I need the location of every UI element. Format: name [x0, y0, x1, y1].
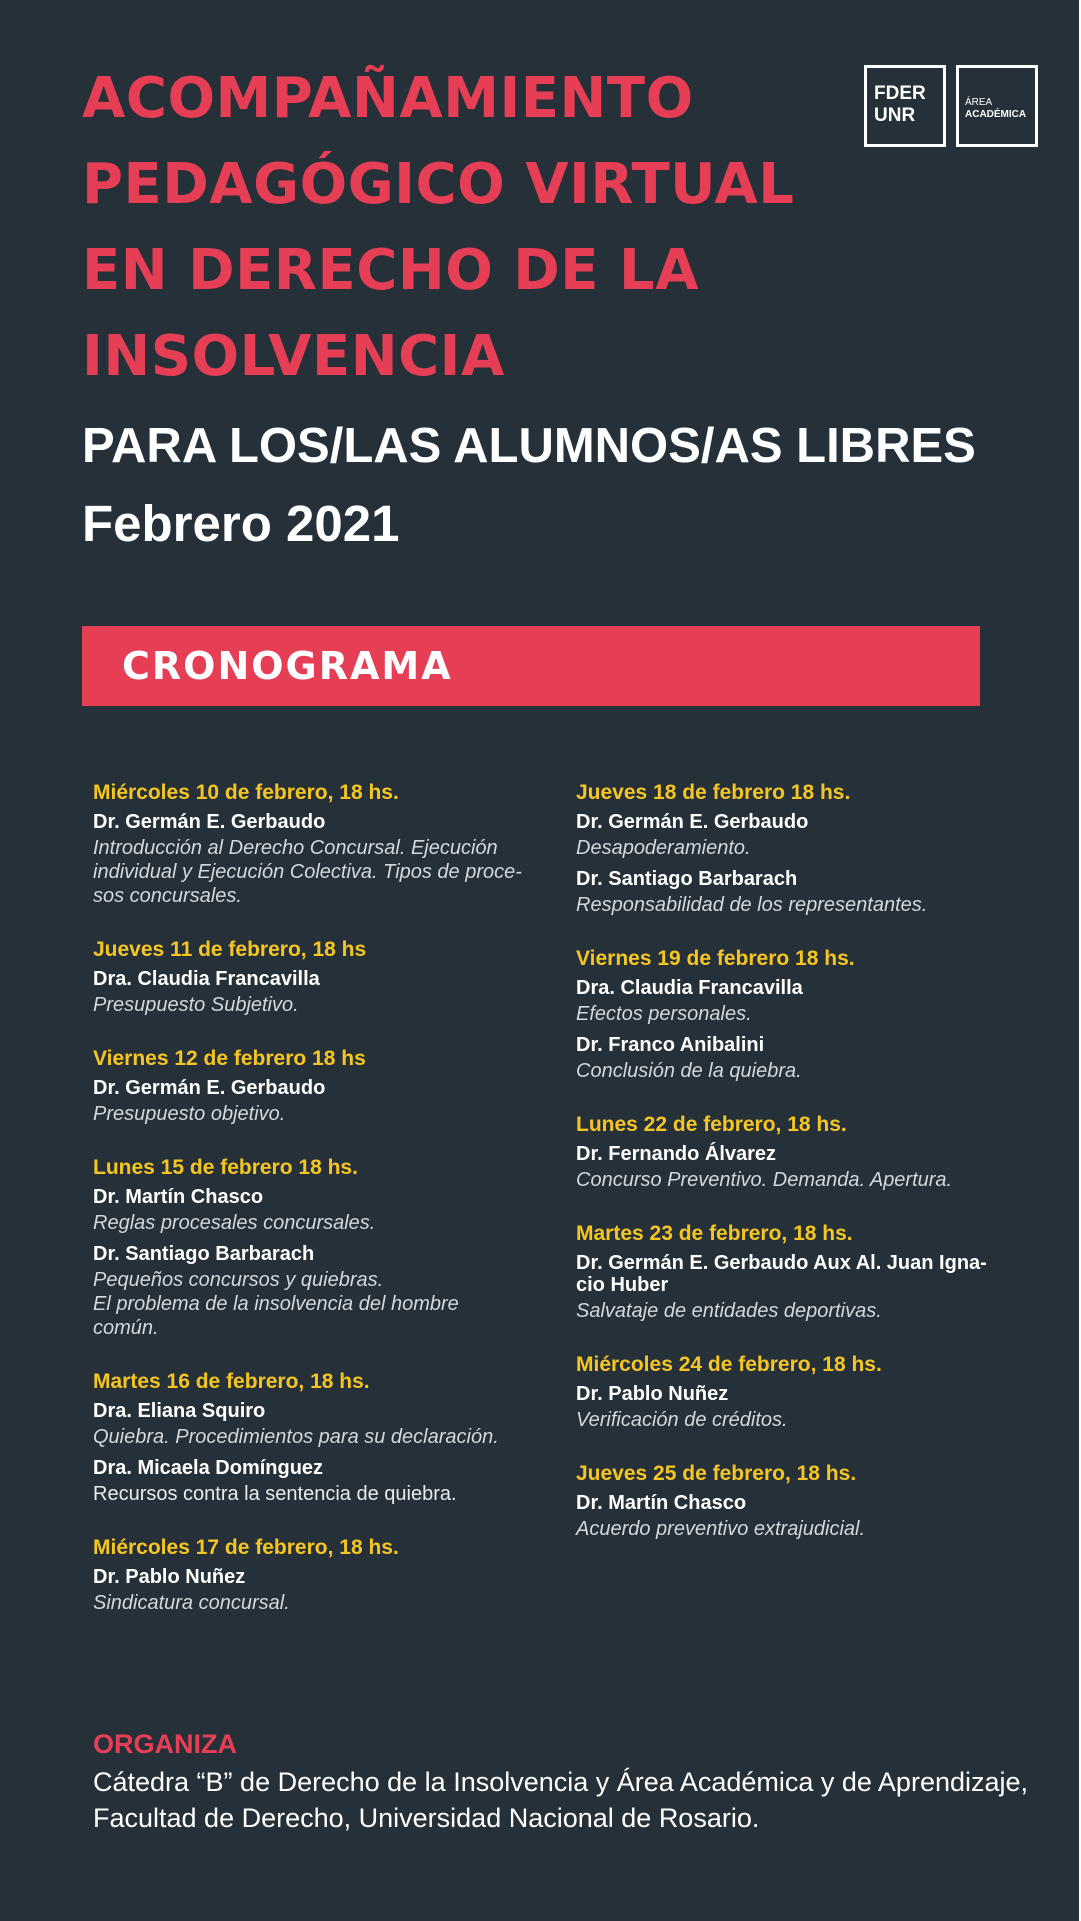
banner-label: CRONOGRAMA	[122, 644, 453, 688]
session-topic: Concurso Preventivo. Demanda. Apertura.	[576, 1169, 953, 1191]
session-speaker: Dr. Franco Anibalini	[576, 1034, 765, 1056]
schedule-session	[576, 944, 996, 1083]
session-topic: Responsabilidad de los representantes.	[576, 894, 928, 916]
schedule-session	[93, 1367, 553, 1506]
schedule-session	[576, 1110, 996, 1192]
session-speaker: Dr. Pablo Nuñez	[576, 1383, 729, 1405]
session-topic: Acuerdo preventivo extrajudicial.	[576, 1518, 866, 1540]
session-speaker: Dr. Germán E. Gerbaudo	[93, 1077, 326, 1099]
schedule-session	[93, 1044, 553, 1126]
area-academica-logo	[956, 65, 1038, 147]
session-speaker: Dr. Germán E. Gerbaudo Aux Al. Juan Igna- cio Huber	[576, 1252, 987, 1296]
session-date: Jueves 11 de febrero, 18 hs	[93, 938, 367, 961]
schedule-session	[576, 1459, 996, 1541]
logo-text: ÁREA	[965, 97, 993, 108]
main-title	[82, 56, 842, 400]
title-line: ACOMPAÑAMIENTO	[82, 66, 694, 131]
schedule-session	[93, 935, 553, 1017]
session-speaker: Dr. Germán E. Gerbaudo	[93, 811, 326, 833]
session-topic: Pequeños concursos y quiebras. El problema de la insolvencia del hombre común.	[93, 1269, 459, 1339]
month-label: Febrero 2021	[82, 495, 400, 552]
session-speaker: Dr. Fernando Álvarez	[576, 1143, 777, 1165]
session-topic: Presupuesto Subjetivo.	[93, 994, 299, 1016]
logo-text: ACADÉMICA	[965, 109, 1027, 120]
session-topic: Recursos contra la sentencia de quiebra.	[93, 1483, 457, 1505]
session-topic: Reglas procesales concursales.	[93, 1212, 376, 1234]
session-date: Miércoles 24 de febrero, 18 hs.	[576, 1353, 882, 1376]
session-date: Miércoles 10 de febrero, 18 hs.	[93, 781, 399, 804]
fder-unr-logo	[864, 65, 946, 147]
session-speaker: Dra. Micaela Domínguez	[93, 1457, 324, 1479]
schedule-session	[93, 1533, 553, 1615]
schedule-session	[576, 1350, 996, 1432]
title-line: INSOLVENCIA	[82, 324, 505, 389]
session-topic: Sindicatura concursal.	[93, 1592, 290, 1614]
logo-text: UNR	[874, 105, 916, 126]
session-topic: Salvataje de entidades deportivas.	[576, 1300, 882, 1322]
session-topic: Conclusión de la quiebra.	[576, 1060, 802, 1082]
session-date: Martes 23 de febrero, 18 hs.	[576, 1222, 853, 1245]
session-speaker: Dr. Martín Chasco	[93, 1186, 264, 1208]
session-speaker: Dr. Pablo Nuñez	[93, 1566, 246, 1588]
session-speaker: Dra. Claudia Francavilla	[93, 968, 320, 990]
session-speaker: Dr. Germán E. Gerbaudo	[576, 811, 809, 833]
session-date: Lunes 15 de febrero 18 hs.	[93, 1156, 358, 1179]
session-topic: Quiebra. Procedimientos para su declaración.	[93, 1426, 499, 1448]
schedule-session	[576, 778, 996, 917]
session-speaker: Dra. Eliana Squiro	[93, 1400, 266, 1422]
session-topic: Desapoderamiento.	[576, 837, 751, 859]
session-topic: Presupuesto objetivo.	[93, 1103, 286, 1125]
schedule-session	[93, 778, 553, 908]
organizer-label: ORGANIZA	[93, 1729, 237, 1759]
schedule-session	[93, 1153, 553, 1340]
session-date: Viernes 12 de febrero 18 hs	[93, 1047, 366, 1070]
session-speaker: Dr. Santiago Barbarach	[93, 1243, 315, 1265]
title-line: PEDAGÓGICO VIRTUAL	[82, 152, 795, 217]
organizer-text: Cátedra “B” de Derecho de la Insolvencia y Área Académica y de Aprendizaje, Facultad de Derecho, Universidad Nacional de Rosario.	[93, 1767, 1029, 1833]
schedule-column-left	[93, 778, 553, 1642]
session-topic: Verificación de créditos.	[576, 1409, 788, 1431]
session-speaker: Dra. Claudia Francavilla	[576, 977, 803, 999]
session-date: Jueves 25 de febrero, 18 hs.	[576, 1462, 857, 1485]
session-date: Jueves 18 de febrero 18 hs.	[576, 781, 851, 804]
session-date: Martes 16 de febrero, 18 hs.	[93, 1370, 370, 1393]
schedule-banner	[82, 626, 980, 706]
session-date: Miércoles 17 de febrero, 18 hs.	[93, 1536, 399, 1559]
session-speaker: Dr. Martín Chasco	[576, 1492, 747, 1514]
session-topic: Efectos personales.	[576, 1003, 752, 1025]
session-topic: Introducción al Derecho Concursal. Ejecución individual y Ejecución Colectiva. Tipos de proce- sos concursales.	[93, 837, 522, 907]
subtitle: PARA LOS/LAS ALUMNOS/AS LIBRES	[82, 419, 976, 473]
schedule-column-right	[576, 778, 996, 1568]
schedule-session	[576, 1219, 996, 1323]
session-date: Viernes 19 de febrero 18 hs.	[576, 947, 855, 970]
session-date: Lunes 22 de febrero, 18 hs.	[576, 1113, 847, 1136]
session-speaker: Dr. Santiago Barbarach	[576, 868, 798, 890]
title-line: EN DERECHO DE LA	[82, 238, 700, 303]
logo-text: FDER	[874, 83, 926, 104]
